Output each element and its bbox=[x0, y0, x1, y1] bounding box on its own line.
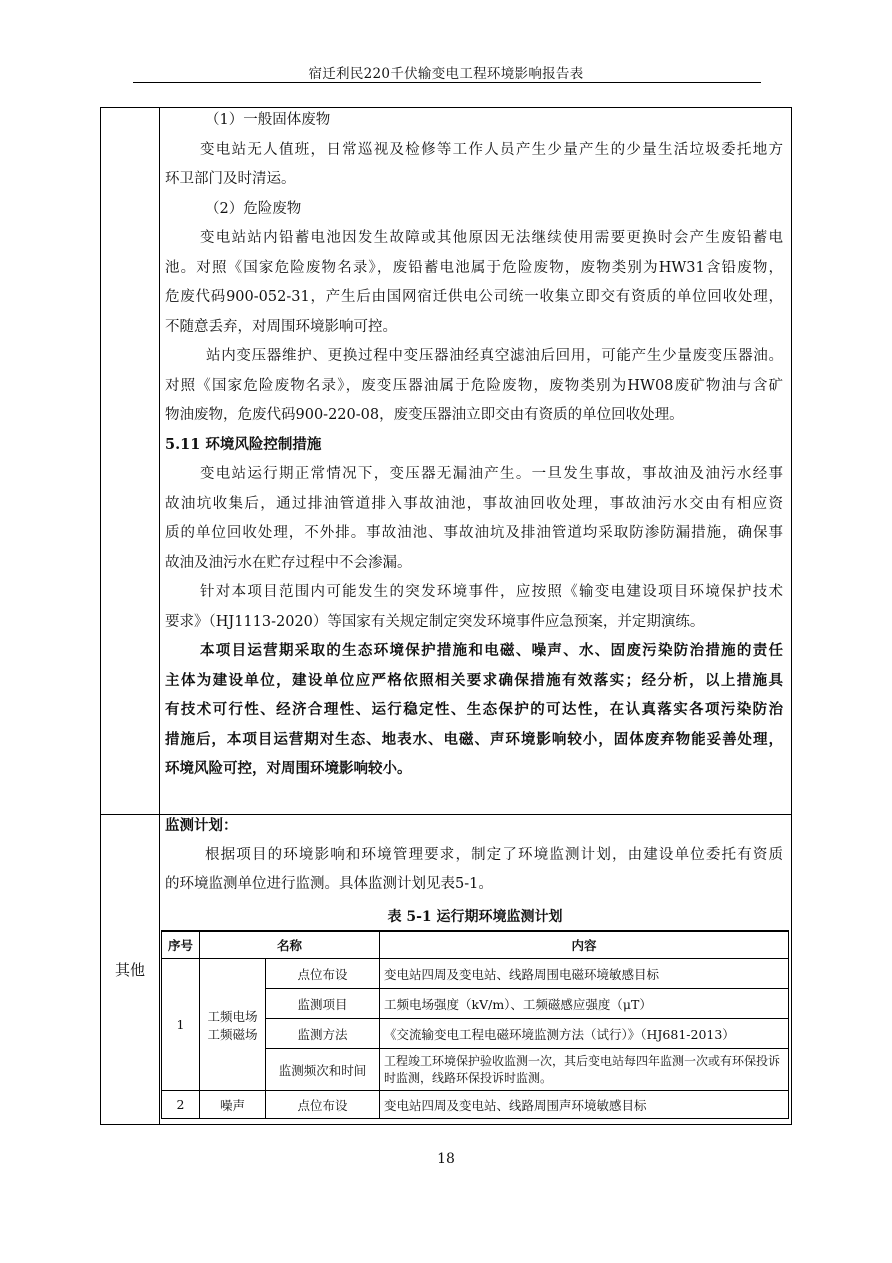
paragraph-line: 主体为建设单位，建设单位应严格依照相关要求确保措施有效落实；经分析，以上措施具 bbox=[165, 671, 783, 689]
row-no: 1 bbox=[162, 959, 200, 1091]
table-row bbox=[162, 1091, 789, 1119]
paragraph-line: 不随意丢弃，对周围环境影响可控。 bbox=[165, 318, 397, 335]
page-header-title: 宿迁利民220千伏输变电工程环境影响报告表 bbox=[308, 66, 584, 82]
paragraph-line: 变电站运行期正常情况下，变压器无漏油产生。一旦发生事故，事故油及油污水经事 bbox=[200, 466, 783, 482]
paragraph-line: （1）一般固体废物 bbox=[205, 112, 331, 128]
row-item: 点位布设 bbox=[266, 1091, 380, 1119]
paragraph-line: 故油坑收集后，通过排油管道排入事故油池，事故油回收处理，事故油污水交由有相应资 bbox=[165, 495, 783, 512]
header-rule bbox=[133, 82, 761, 83]
monitoring-plan-paragraph-line: 的环境监测单位进行监测。具体监测计划见表5-1。 bbox=[165, 876, 493, 892]
row-content: 变电站四周及变电站、线路周围电磁环境敏感目标 bbox=[380, 959, 789, 989]
row-name-line: 工频电场 bbox=[207, 1008, 258, 1024]
row-item: 监测项目 bbox=[266, 989, 380, 1019]
row-name: 噪声 bbox=[200, 1091, 266, 1119]
paragraph-line: 变电站无人值班，日常巡视及检修等工作人员产生少量产生的少量生活垃圾委托地方 bbox=[200, 141, 783, 158]
row-no: 2 bbox=[162, 1091, 200, 1119]
monitoring-plan-table bbox=[161, 930, 789, 1119]
table-caption: 表 5-1 运行期环境监测计划 bbox=[387, 909, 563, 925]
row-name-line: 工频磁场 bbox=[207, 1026, 258, 1042]
paragraph-line: 本项目运营期采取的生态环境保护措施和电磁、噪声、水、固废污染防治措施的责任 bbox=[200, 642, 783, 659]
row-item: 点位布设 bbox=[266, 959, 380, 989]
paragraph-line: 池。对照《国家危险废物名录》，废铅蓄电池属于危险废物，废物类别为HW31含铅废物， bbox=[165, 259, 783, 276]
table-header-row bbox=[162, 931, 789, 959]
row-content: 变电站四周及变电站、线路周围声环境敏感目标 bbox=[380, 1091, 789, 1119]
paragraph-line: 措施后，本项目运营期对生态、地表水、电磁、声环境影响较小，固体废弃物能妥善处理， bbox=[165, 730, 783, 748]
row-content: 《交流输变电工程电磁环境监测方法（试行）》（HJ681-2013） bbox=[380, 1019, 789, 1049]
monitoring-plan-paragraph-line: 根据项目的环境影响和环境管理要求，制定了环境监测计划，由建设单位委托有资质 bbox=[205, 847, 783, 863]
label-column-divider bbox=[159, 108, 160, 1124]
paragraph-line: 物油废物，危废代码900-220-08，废变压器油立即交由有资质的单位回收处理。 bbox=[165, 407, 684, 423]
header-no: 序号 bbox=[162, 931, 200, 959]
section-label-other: 其他 bbox=[114, 961, 145, 979]
row-item: 监测频次和时间 bbox=[266, 1049, 380, 1091]
header-name: 名称 bbox=[200, 931, 380, 959]
row-content: 工频电场强度（kV/m）、工频磁感应强度（μT） bbox=[380, 989, 789, 1019]
paragraph-line: 要求》（HJ1113-2020）等国家有关规定制定突发环境事件应急预案，并定期演练。 bbox=[165, 613, 705, 630]
paragraph-line: 环境风险可控，对周围环境影响较小。 bbox=[165, 760, 412, 777]
paragraph-line: 有技术可行性、经济合理性、运行稳定性、生态保护的可达性，在认真落实各项污染防治 bbox=[165, 701, 783, 718]
row-item: 监测方法 bbox=[266, 1019, 380, 1049]
page-number: 18 bbox=[437, 1151, 455, 1167]
monitoring-plan-heading: 监测计划： bbox=[165, 817, 238, 834]
paragraph-line: （2）危险废物 bbox=[205, 200, 302, 217]
paragraph-line: 站内变压器维护、更换过程中变压器油经真空滤油后回用，可能产生少量废变压器油。 bbox=[206, 348, 783, 364]
row-content: 工程竣工环境保护验收监测一次，其后变电站每四年监测一次或有环保投诉时监测，线路环保投诉时监测。 bbox=[380, 1049, 789, 1091]
header-content: 内容 bbox=[380, 931, 789, 959]
paragraph-line: 变电站站内铅蓄电池因发生故障或其他原因无法继续使用需要更换时会产生废铅蓄电 bbox=[200, 230, 783, 246]
paragraph-line: 故油及油污水在贮存过程中不会渗漏。 bbox=[165, 554, 412, 571]
section-divider bbox=[101, 814, 791, 815]
paragraph-line: 环卫部门及时清运。 bbox=[165, 171, 296, 187]
paragraph-line: 对照《国家危险废物名录》，废变压器油属于危险废物，废物类别为HW08废矿物油与含矿 bbox=[165, 377, 783, 394]
paragraph-line: 质的单位回收处理，不外排。事故油池、事故油坑及排油管道均采取防渗防漏措施，确保事 bbox=[165, 525, 783, 541]
row-name bbox=[200, 959, 266, 1091]
paragraph-line: 危废代码900-052-31，产生后由国网宿迁供电公司统一收集立即交有资质的单位回收处理， bbox=[165, 289, 783, 305]
table-row bbox=[162, 959, 789, 989]
paragraph-line: 针对本项目范围内可能发生的突发环境事件，应按照《输变电建设项目环境保护技术 bbox=[200, 584, 783, 600]
section-heading: 5.11 环境风险控制措施 bbox=[165, 435, 322, 453]
